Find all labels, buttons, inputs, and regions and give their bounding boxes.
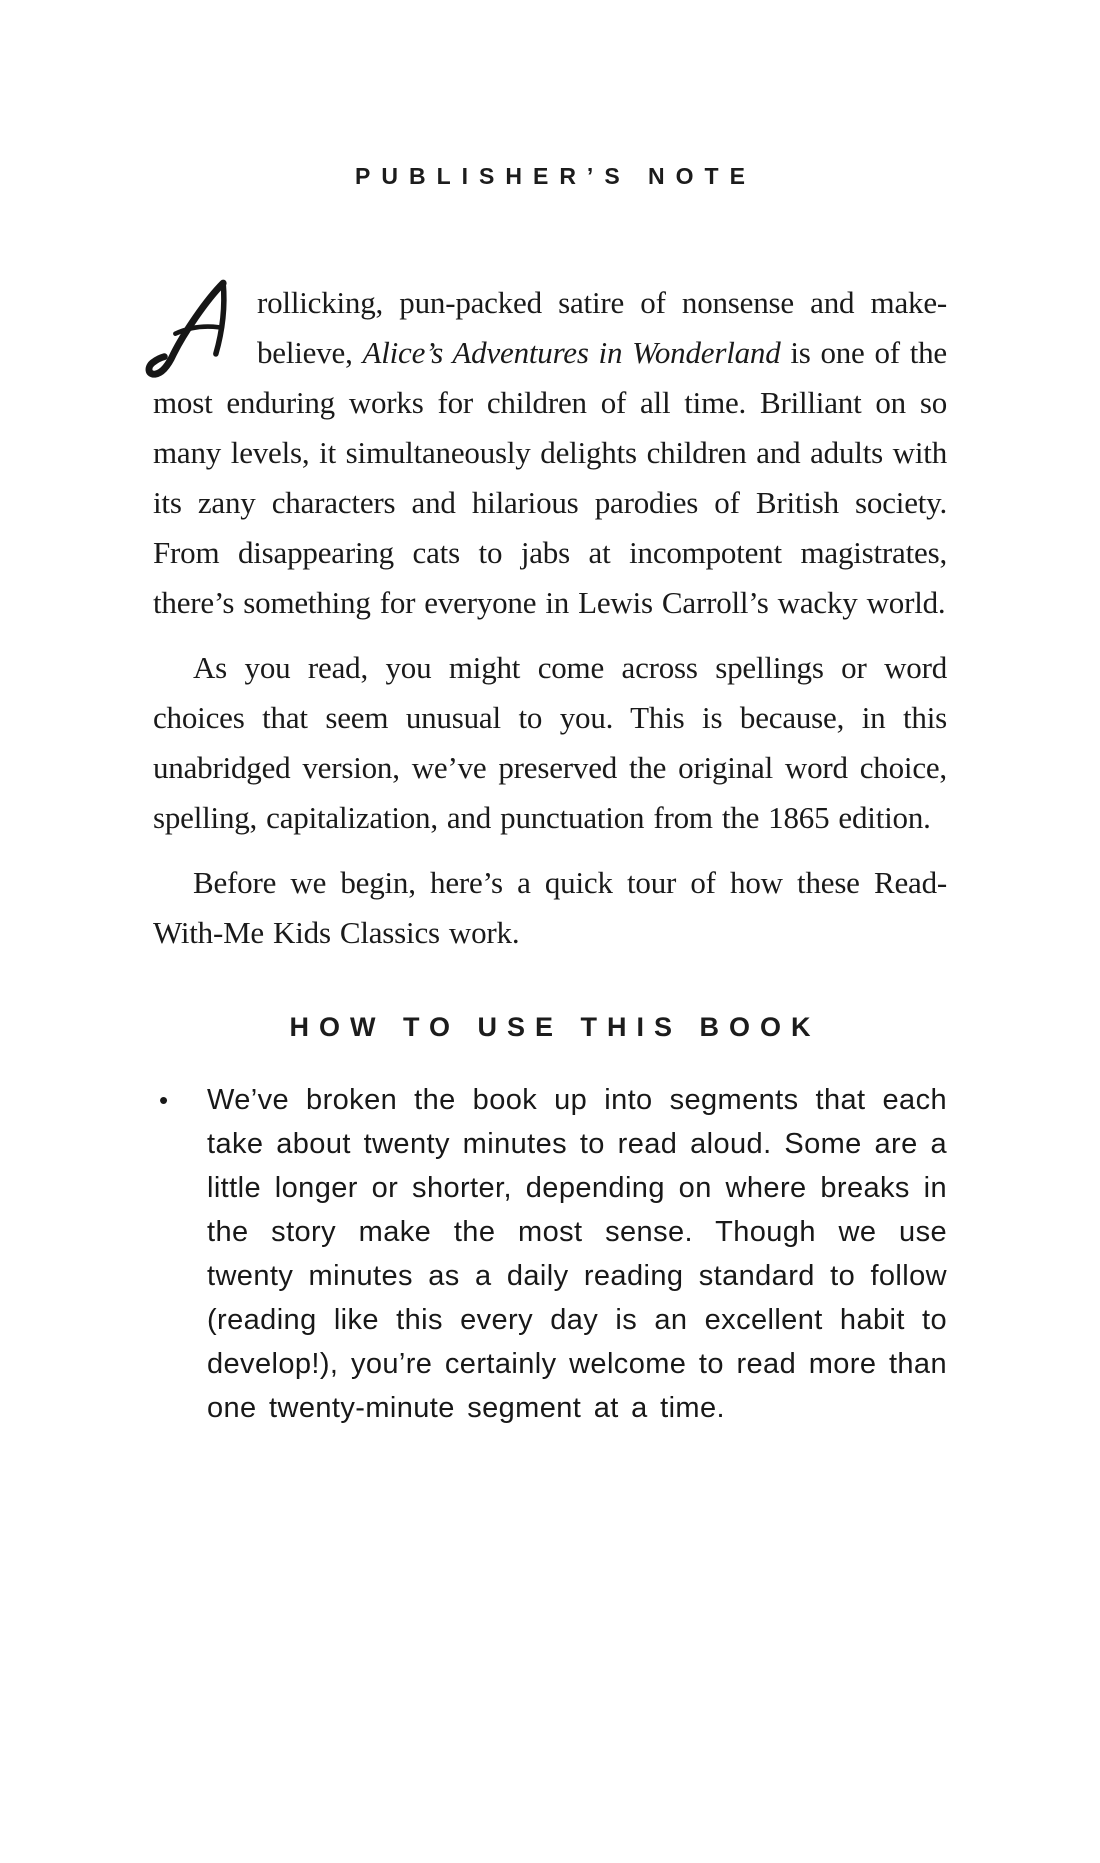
intro-text-before: rollicking, pun-packed satire of nonsense and make-believe,: [257, 285, 947, 370]
list-item-text: We’ve broken the book up into segments that each take about twenty minutes to read aloud. Some are a little longer or shorter, depending on where breaks in the story make the most sense. Though we use twenty minutes as a daily reading standard to follow (reading like this every day is an excellent habit to develop!), you’re certainly welcome to read more than one twenty-minute segment at a time.: [207, 1084, 947, 1424]
how-to-use-title: HOW TO USE THIS BOOK: [289, 1012, 821, 1042]
script-letter-a-glyph: [145, 278, 237, 382]
publishers-note-body: [153, 278, 947, 958]
book-title-italic: Alice’s Adventures in Wonderland: [362, 335, 781, 370]
intro-text-after: is one of the most enduring works for children of all time. Brilliant on so many levels, it simultaneously delights children and adults with its zany characters and hilarious parodies of British society. From disappearing cats to jabs at incompotent magistrates, there’s something for everyone in Lewis Carroll’s wacky world.: [153, 335, 947, 620]
drop-cap: [153, 278, 251, 374]
bullet-icon: •: [159, 1085, 169, 1115]
publishers-note-title: PUBLISHER’S NOTE: [355, 163, 756, 189]
intro-paragraph: [153, 278, 947, 628]
how-to-use-list: [153, 1078, 947, 1430]
list-item: [153, 1078, 947, 1430]
spellings-paragraph: As you read, you might come across spellings or word choices that seem unusual to you. This is because, in this unabridged version, we’ve preserved the original word choice, spelling, capitalization, and punctuation from the 1865 edition.: [153, 650, 947, 835]
before-we-begin-paragraph: Before we begin, here’s a quick tour of how these Read-With-Me Kids Classics work.: [153, 865, 947, 950]
book-page: [153, 163, 947, 1430]
